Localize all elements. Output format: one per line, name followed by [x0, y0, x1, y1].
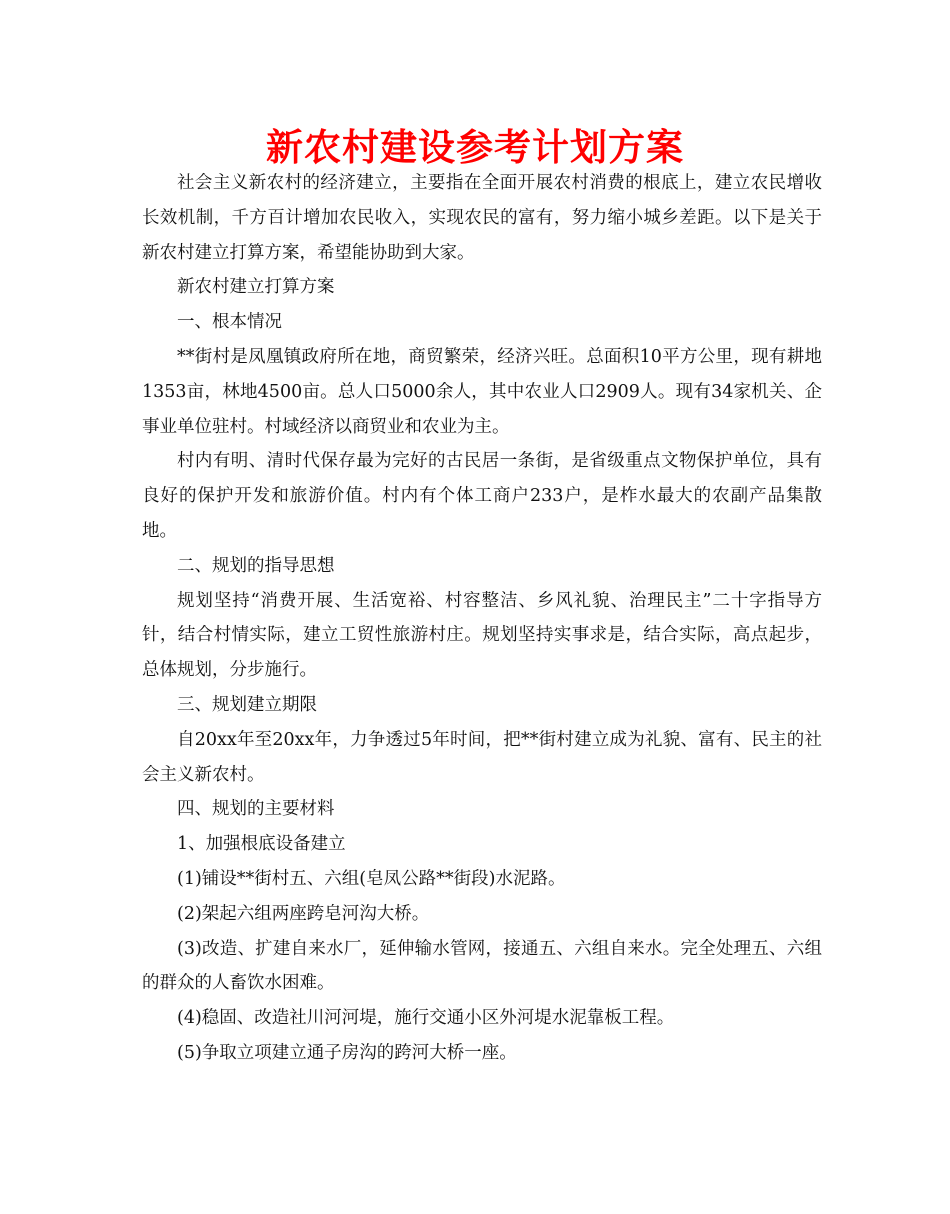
- paragraph-intro: 社会主义新农村的经济建立，主要指在全面开展农村消费的根底上，建立农民增收长效机制，千方百计增加农民收入，实现农民的富有，努力缩小城乡差距。以下是关于新农村建立打算方案，希望能协助到大家。: [142, 173, 822, 263]
- list-item-1: (1)铺设**街村五、六组(皂凤公路**街段)水泥路。: [177, 868, 566, 889]
- section-heading-basic-situation: 一、根本情况: [177, 312, 282, 333]
- paragraph-village-overview: **街村是凤凰镇政府所在地，商贸繁荣，经济兴旺。总面积10平方公里，现有耕地1353亩，林地4500亩。总人口5000余人，其中农业人口2909人。现有34家机关、企事业单位驻村。村域经济以商贸业和农业为主。: [142, 346, 822, 437]
- section-heading-main-content: 四、规划的主要材料: [177, 799, 335, 820]
- list-item-3: (3)改造、扩建自来水厂，延伸输水管网，接通五、六组自来水。完全处理五、六组的群众的人畜饮水困难。: [142, 938, 822, 994]
- paragraph-heritage: 村内有明、清时代保存最为完好的古民居一条街，是省级重点文物保护单位，具有良好的保护开发和旅游价值。村内有个体工商户233户，是柞水最大的农副产品集散地。: [142, 451, 822, 541]
- list-item-4: (4)稳固、改造社川河河堤，施行交通小区外河堤水泥靠板工程。: [177, 1008, 675, 1029]
- document-title: 新农村建设参考计划方案: [266, 126, 684, 169]
- section-heading-guiding-thought: 二、规划的指导思想: [177, 555, 335, 576]
- list-item-2: (2)架起六组两座跨皂河沟大桥。: [177, 903, 430, 924]
- list-item-5: (5)争取立项建立通子房沟的跨河大桥一座。: [177, 1042, 517, 1063]
- paragraph-plan-heading: 新农村建立打算方案: [177, 277, 335, 298]
- paragraph-guiding-thought: 规划坚持“消费开展、生活宽裕、村容整洁、乡风礼貌、治理民主”二十字指导方针，结合村情实际，建立工贸性旅游村庄。规划坚持实事求是，结合实际，高点起步，总体规划，分步施行。: [142, 590, 822, 681]
- subsection-heading-infrastructure: 1、加强根底设备建立: [177, 834, 346, 855]
- paragraph-period: 自20xx年至20xx年，力争透过5年时间，把**街村建立成为礼貌、富有、民主的社会主义新农村。: [142, 729, 822, 785]
- section-heading-period: 三、规划建立期限: [177, 694, 317, 715]
- document-body: [142, 166, 822, 1071]
